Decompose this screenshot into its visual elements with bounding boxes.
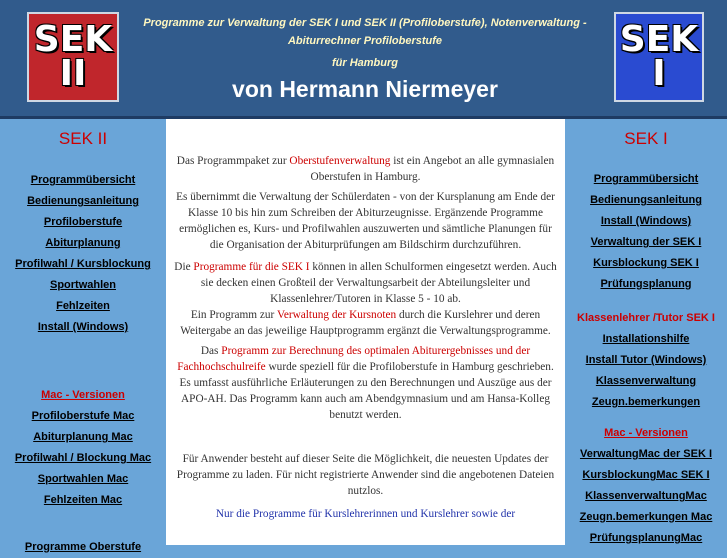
kursnoten-text-end: durch die Kurslehrer und deren Weitergabe an das jeweilige Hauptprogramm ergänzt die Verwaltungsprogramme. [180, 309, 551, 337]
sek1-link-install-tutor[interactable]: Install Tutor (Windows) [585, 354, 707, 366]
intro-paragraph [166, 153, 565, 185]
abiturrechner-highlight: Programm zur Berechnung des optimalen Abiturergebnisses und der Fachhochschulreife [177, 345, 531, 373]
sek1-link-bedienungsanleitung[interactable]: Bedienungsanleitung [590, 194, 702, 206]
sek1-link-pruefungsplanung[interactable]: Prüfungsplanung [600, 278, 692, 290]
sidebar-sek1 [565, 119, 727, 545]
intro-text-end: ist ein Angebot an alle gymnasialen Oberstufen in Hamburg. [310, 155, 555, 183]
sek2-link-fehlzeiten-mac[interactable]: Fehlzeiten Mac [43, 494, 123, 506]
sek1-link-zeugnisbemerkungen-mac[interactable]: Zeugn.bemerkungen Mac [579, 511, 713, 523]
oberstufenverwaltung-highlight: Oberstufenverwaltung [289, 155, 391, 167]
sek1-logo [614, 12, 704, 102]
sek1-tutor-heading: Klassenlehrer /Tutor SEK I [577, 312, 715, 324]
sek2-logo-line1: SEK [33, 18, 113, 60]
kursnoten-paragraph [166, 307, 565, 339]
author-title: von Hermann Niermeyer [232, 76, 498, 102]
sidebar-sek2-title: SEK II [58, 129, 108, 148]
sidebar-sek1-menu [565, 169, 727, 295]
sek1-logo-line2: I [652, 53, 666, 94]
abiturrechner-text-start: Das [200, 345, 222, 357]
sek1-paragraph [166, 259, 565, 307]
updates-paragraph: Für Anwender besteht auf dieser Seite die Möglichkeit, die neuesten Updates der Programme zu laden. Für nicht registrierte Anwender sind die angebotenen Dateien nutzlos. [176, 453, 555, 497]
sek2-link-programmuebersicht[interactable]: Programmübersicht [30, 174, 136, 186]
sek2-logo-line2: II [59, 53, 87, 94]
sek1-link-pruefungsplanung-mac[interactable]: PrüfungsplanungMac [589, 532, 703, 544]
sek1-text-start: Die [174, 261, 194, 273]
sek2-link-sportwahlen-mac[interactable]: Sportwahlen Mac [37, 473, 129, 485]
abiturrechner-text-end: wurde speziell für die Profiloberstufe in Hamburg geschrieben. Es umfasst ausführliche Erläuterungen zu den Berechnungen und Auszüge aus der APO-AH. Das Programm kann auch am Abendgymnasium und am Hansa-Kolleg benutzt werden. [179, 361, 554, 421]
header-line2: Abiturrechner Profiloberstufe [287, 35, 443, 47]
main-content [166, 119, 565, 545]
kurslehrer-paragraph: Nur die Programme für Kurslehrerinnen und Kurslehrer sowie der [215, 508, 516, 520]
kursnoten-text-start: Ein Programm zur [190, 309, 277, 321]
sek1-link-installationshilfe[interactable]: Installationshilfe [602, 333, 690, 345]
sidebar-sek2-bottom-menu [0, 537, 166, 558]
sek2-link-profilwahl-kursblockung[interactable]: Profilwahl / Kursblockung [15, 258, 151, 270]
sek2-link-abiturplanung[interactable]: Abiturplanung [45, 237, 121, 249]
sek1-link-programmuebersicht[interactable]: Programmübersicht [593, 173, 699, 185]
sek1-link-kursblockung-mac[interactable]: KursblockungMac SEK I [582, 469, 710, 481]
header-line3: für Hamburg [332, 57, 398, 69]
page-header [0, 0, 727, 116]
kursnoten-highlight: Verwaltung der Kursnoten [276, 309, 397, 321]
sidebar-sek1-mac-menu [565, 423, 727, 549]
sek1-link-verwaltung[interactable]: Verwaltung der SEK I [590, 236, 702, 248]
sidebar-sek1-title: SEK I [624, 129, 668, 148]
sek2-link-sportwahlen[interactable]: Sportwahlen [49, 279, 116, 291]
sek1-link-verwaltung-mac[interactable]: VerwaltungMac der SEK I [579, 448, 713, 460]
sidebar-sek1-tutor-menu [565, 308, 727, 413]
sek2-link-profiloberstufe[interactable]: Profiloberstufe [43, 216, 123, 228]
sek1-link-zeugnisbemerkungen[interactable]: Zeugn.bemerkungen [591, 396, 701, 408]
header-description [140, 14, 590, 72]
sek2-link-profiloberstufe-mac[interactable]: Profiloberstufe Mac [31, 410, 135, 422]
sek1-text-end: können in allen Schulformen eingesetzt werden. Auch sie decken einen Großteil der Verwaltungsarbeit der Abteilungsleiter und Klassenlehrer/Tutoren in Klasse 5 - 10 ab. [200, 261, 557, 305]
sek2-logo [27, 12, 119, 102]
sek2-link-bedienungsanleitung[interactable]: Bedienungsanleitung [27, 195, 139, 207]
sek1-link-mac-versionen[interactable]: Mac - Versionen [604, 427, 688, 439]
sek2-link-profilwahl-blockung-mac[interactable]: Profilwahl / Blockung Mac [14, 452, 152, 464]
sek2-link-install-windows[interactable]: Install (Windows) [37, 321, 129, 333]
sek2-link-programme-oberstufe[interactable]: Programme Oberstufe [24, 541, 142, 553]
verwaltung-paragraph: Es übernimmt die Verwaltung der Schülerdaten - von der Kursplanung am Ende der Klasse 10 bis hin zum Schreiben der Abiturzeugnisse. Ergänzende Programme ermöglichen es, Kurs- und Profilwahlen auszuwerten und sämtliche Planungen für die Organisation der Abiturprüfungen am Bildschirm durchzuführen. [176, 191, 555, 251]
sek1-link-klassenverwaltung[interactable]: Klassenverwaltung [595, 375, 697, 387]
sek2-link-fehlzeiten[interactable]: Fehlzeiten [56, 300, 110, 312]
sek1-logo-line1: SEK [619, 18, 699, 60]
sek1-link-klassenverwaltung-mac[interactable]: KlassenverwaltungMac [585, 490, 707, 502]
abiturrechner-paragraph [166, 343, 565, 423]
sek1-link-install-windows[interactable]: Install (Windows) [600, 215, 692, 227]
sidebar-sek2 [0, 119, 166, 553]
sidebar-sek2-menu [0, 170, 166, 338]
sidebar-sek2-mac-menu [0, 385, 166, 511]
header-line1: Programme zur Verwaltung der SEK I und SEK II (Profiloberstufe), Notenverwaltung - [143, 17, 587, 29]
sek2-link-mac-versionen[interactable]: Mac - Versionen [41, 389, 125, 401]
sek2-link-abiturplanung-mac[interactable]: Abiturplanung Mac [33, 431, 133, 443]
sek1-link-kursblockung[interactable]: Kursblockung SEK I [593, 257, 699, 269]
sek1-programs-highlight: Programme für die SEK I [193, 261, 310, 273]
intro-text-start: Das Programmpaket zur [176, 155, 290, 167]
